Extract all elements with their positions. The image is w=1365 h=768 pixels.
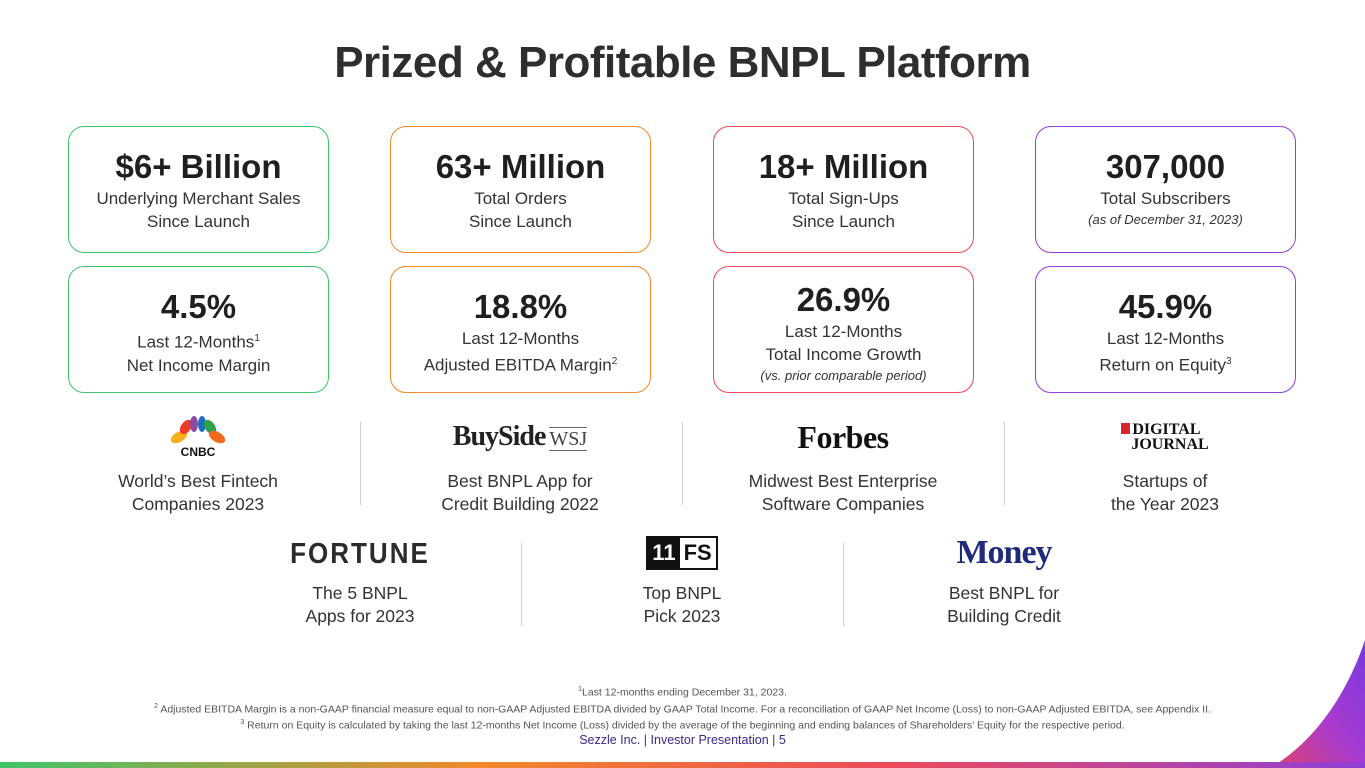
digital-journal-wordmark-line2: JOURNAL [1131,436,1209,453]
metric-sublabel: Since Launch [146,212,251,231]
11fs-wordmark-fs: FS [680,538,716,568]
award-fortune [230,528,490,628]
metric-value: 45.9% [1118,288,1213,325]
metric-value: 18+ Million [758,148,929,185]
metric-card-total-orders [390,126,651,253]
metric-value: 307,000 [1105,148,1226,185]
award-11fs [552,528,812,628]
slide-title: Prized & Profitable BNPL Platform [334,38,1031,87]
award-buyside-wsj [390,412,650,516]
slide-footer: Sezzle Inc. | Investor Presentation | 5 [579,733,786,747]
footnote-1: $^1$Last 12-months ending December 31, 2023. [578,686,787,699]
metric-label: Total Sign-Ups [788,189,899,208]
metric-label: Total Subscribers [1100,189,1231,208]
digital-journal-logo [1035,412,1295,462]
metric-label: Last 12-Months [784,322,903,341]
money-wordmark: Money [956,534,1052,571]
money-logo [874,528,1134,578]
metric-label: Total Orders [474,189,567,208]
metric-card-sign-ups [713,126,974,253]
award-title: Best BNPL App for [447,471,593,491]
cnbc-logo [68,412,328,462]
award-cnbc [68,412,328,516]
award-subtitle: Apps for 2023 [305,606,415,626]
award-subtitle: Software Companies [761,494,925,514]
forbes-logo [713,412,973,462]
divider [521,543,522,626]
metric-label: Last 12-Months$^1$ [137,332,260,352]
footnote-ref: 3 [1226,356,1232,367]
award-digital-journal [1035,412,1295,516]
digital-journal-wordmark-line1: DIGITAL [1132,421,1201,438]
metric-value: 4.5% [160,288,237,325]
award-subtitle: Building Credit [947,606,1061,626]
footnote-2: $^2$ Adjusted EBITDA Margin is a non-GAAP financial measure equal to non-GAAP Adjusted EBITDA divided by GAAP Total Income. For a reconciliation of GAAP Net Income (Loss) to non-GAAP Adjusted EBITDA, see Appendix II. [154,702,1211,715]
metric-value: 18.8% [473,288,568,325]
metric-label: Underlying Merchant Sales [96,189,301,208]
award-title: Midwest Best Enterprise [748,471,938,491]
11fs-wordmark-11: 11 [648,538,679,568]
award-title: World’s Best Fintech [118,471,278,491]
award-money [874,528,1134,628]
footnote-ref: 1 [254,333,260,344]
metric-value: 63+ Million [435,148,606,185]
award-title: Top BNPL [642,583,722,603]
footnotes [0,683,1365,733]
award-subtitle: the Year 2023 [1110,494,1220,514]
metric-note: (as of December 31, 2023) [1088,212,1243,227]
cnbc-peacock-logo-icon [169,415,227,445]
buyside-wordmark: BuySide [452,421,546,452]
divider [1004,422,1005,505]
metric-sublabel: Total Income Growth [765,345,922,364]
metric-card-subscribers [1035,126,1296,253]
metric-card-return-on-equity [1035,266,1296,393]
metric-label: Last 12-Months [461,329,580,348]
metric-card-income-growth [713,266,974,393]
divider [843,543,844,626]
divider [360,422,361,505]
award-subtitle: Pick 2023 [643,606,721,626]
footnote-ref: 2 [611,356,618,367]
footnote-3: $^3$ Return on Equity is calculated by taking the last 12-months Net Income (Loss) divided by the average of the beginning and ending balances of Shareholders’ Equity for the respective period. [240,719,1125,732]
metric-sublabel: Adjusted EBITDA Margin$^2$ [423,355,618,375]
wsj-wordmark: WSJ [549,428,588,450]
metric-value: $6+ Billion [115,148,282,185]
award-title: Best BNPL for [948,583,1060,603]
award-title: The 5 BNPL [312,583,408,603]
metric-card-merchant-sales [68,126,329,253]
metric-sublabel: Net Income Margin [126,355,271,375]
award-title: Startups of [1122,471,1208,491]
digital-journal-square-icon [1121,423,1130,434]
forbes-wordmark: Forbes [797,418,889,455]
award-subtitle: Companies 2023 [131,494,265,514]
metric-value: 26.9% [796,281,891,318]
metric-sublabel: Return on Equity$^3$ [1099,355,1232,375]
metric-card-ebitda-margin [390,266,651,393]
metric-card-net-income-margin [68,266,329,393]
metric-sublabel: Since Launch [468,212,573,231]
fortune-logo [230,528,490,578]
divider [682,422,683,505]
metric-sublabel: Since Launch [791,212,896,231]
11fs-logo [552,528,812,578]
metric-label: Last 12-Months [1106,329,1225,348]
fortune-wordmark: FORTUNE [290,535,430,569]
cnbc-wordmark: CNBC [180,445,216,459]
award-forbes [713,412,973,516]
buyside-wsj-logo [390,412,650,462]
metric-note: (vs. prior comparable period) [760,368,927,383]
award-subtitle: Credit Building 2022 [441,494,599,514]
